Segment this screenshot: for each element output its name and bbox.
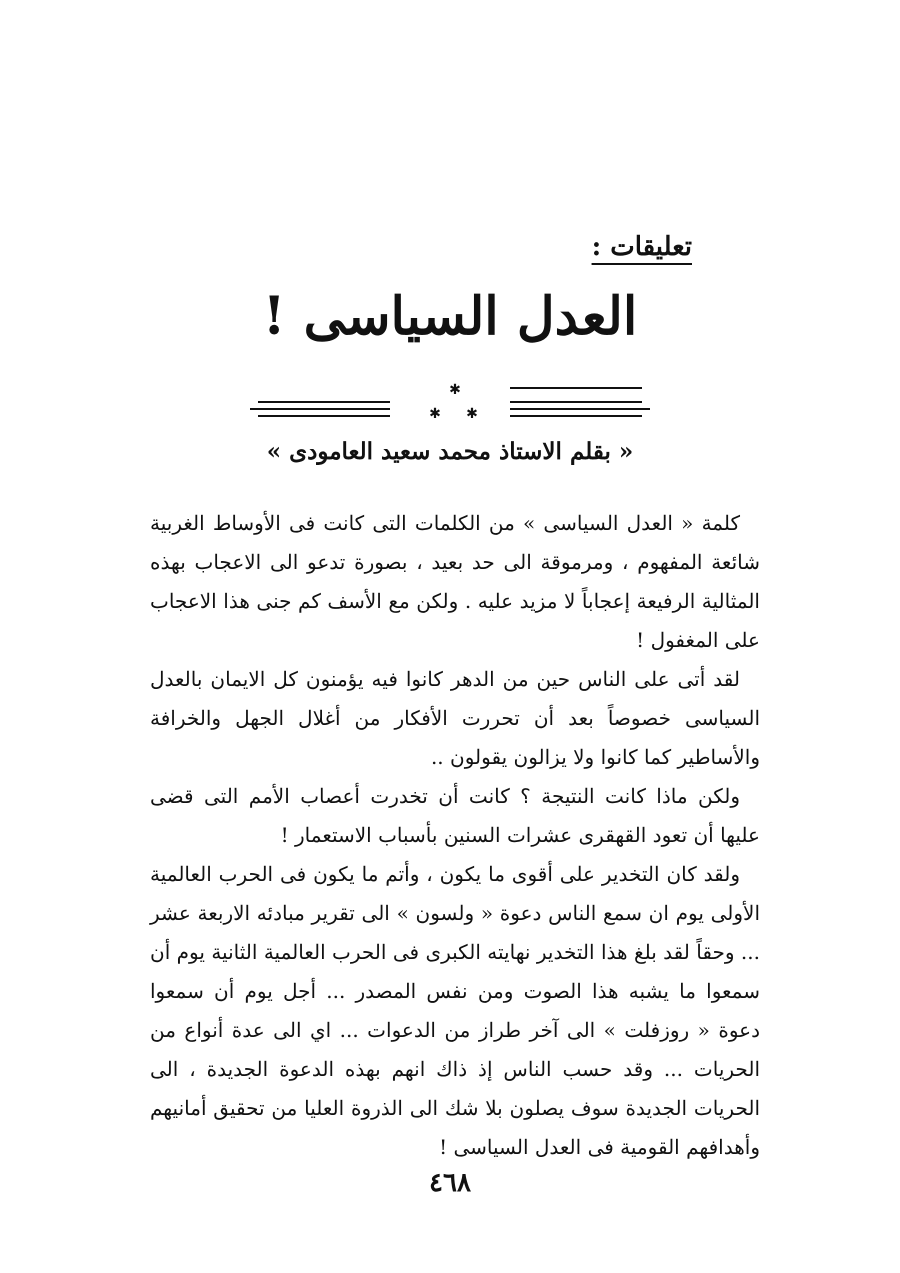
ornament-lines-left bbox=[250, 402, 390, 416]
page-number: ٤٦٨ bbox=[429, 1168, 471, 1198]
article-title: العدل السياسى ! bbox=[262, 286, 638, 347]
paragraph: كلمة « العدل السياسى » من الكلمات التى كانت فى الأوساط الغربية شائعة المفهوم ، ومرموقة الى حد بعيد ، بصورة تدعو الى الاعجاب بهذه المثالية الرفيعة إعجاباً لا مزيد عليه . ولكن مع الأسف كم جنى هذا الاعجاب على المغفول ! bbox=[150, 511, 760, 652]
paragraph: ولكن ماذا كانت النتيجة ؟ كانت أن تخدرت أعصاب الأمم التى قضى عليها أن تعود القهقرى عشرات السنين بأسباب الاستعمار ! bbox=[150, 784, 760, 847]
ornament-lines-right bbox=[510, 388, 650, 416]
star-icon: ✱ bbox=[429, 406, 441, 422]
author-byline: « بقلم الاستاذ محمد سعيد العامودى » bbox=[266, 438, 634, 465]
paragraph: ولقد كان التخدير على أقوى ما يكون ، وأتم ما يكون فى الحرب العالمية الأولى يوم ان سمع الناس دعوة « ولسون » الى تقرير مبادئه الاربعة عشر ... وحقاً لقد بلغ هذا التخدير نهايته الكبرى فى الحرب العالمية الثانية يوم أن سمعوا ما يشبه هذا الصوت ومن نفس المصدر ... أجل يوم أن سمعوا دعوة « روزفلت » الى آخر طراز من الدعوات ... اي الى عدة أنواع من الحريات ... وقد حسب الناس إذ ذاك انهم بهذه الدعوة الجديدة ، الى الحريات الجديدة سوف يصلون بلا شك الى الذروة العليا من تحقيق أمانيهم وأهدافهم القومية فى العدل السياسى ! bbox=[150, 862, 760, 1159]
section-label: تعليقات : bbox=[591, 232, 692, 262]
article-body bbox=[150, 504, 760, 1167]
star-icon: ✱ bbox=[466, 406, 478, 422]
star-icon: ✱ bbox=[449, 382, 461, 398]
title-ornament bbox=[250, 380, 650, 430]
ornament-stars bbox=[429, 382, 478, 422]
paragraph: لقد أتى على الناس حين من الدهر كانوا فيه يؤمنون كل الايمان بالعدل السياسى خصوصاً بعد أن تحررت الأفكار من أغلال الجهل والخرافة والأساطير كما كانوا ولا يزالون يقولون .. bbox=[150, 667, 760, 769]
